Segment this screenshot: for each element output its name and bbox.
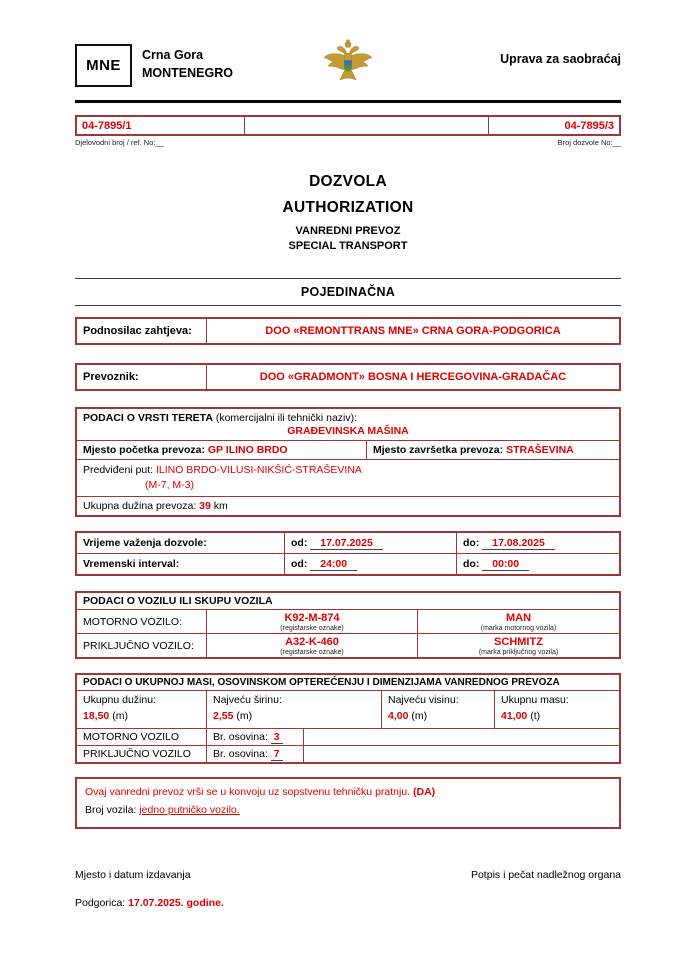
motor-vehicle-plate-cell [207,610,418,633]
applicant-label: Podnosilac zahtjeva: [77,319,207,343]
interval-to-cell [457,554,619,574]
trailer-label: PRIKLJUČNO VOZILO: [77,634,207,657]
route-value: ILINO BRDO-VILUSI-NIKŠIĆ-STRAŠEVINA [155,464,362,476]
reference-captions [75,138,621,147]
country-name [142,42,233,82]
ref-caption-left: Djelovodni broj / ref. No:__ [75,138,164,147]
motor-vehicle-axle-count: 3 [271,731,283,744]
country-name-english: MONTENEGRO [142,65,233,80]
carrier-row [75,363,621,391]
empty-cell [304,729,619,745]
signature-row [75,869,621,881]
ref-number-middle-empty [245,117,489,134]
motor-vehicle-axles-cell [207,729,304,745]
route-cell [77,459,619,496]
to-label: do: [463,537,480,550]
cargo-header-normal: (komercijalni ili tehnički naziv): [215,412,358,424]
motor-vehicle-axles-label: MOTORNO VOZILO [77,729,207,745]
transport-start-cell [77,441,367,459]
total-length-label: Ukupnu dužinu: [83,694,156,707]
brand-caption: (marka motornog vozila) [480,625,557,633]
convoy-statement [85,784,611,802]
dimensions-table [75,673,621,764]
divider-line [75,305,621,306]
total-mass-label: Ukupnu masu: [501,694,569,707]
from-label: od: [291,537,308,550]
max-width-label: Najveću širinu: [213,694,282,707]
title-authorization: AUTHORIZATION [282,199,414,216]
motor-vehicle-plate: K92-M-874 [284,612,340,625]
vehicle-count-value: jedno putničko vozilo. [139,803,240,816]
applicant-row [75,317,621,345]
trailer-row [77,633,619,657]
from-date: 17.07.2025 [310,537,383,550]
authorization-document [75,42,621,909]
validity-period-row [77,533,619,553]
country-name-local: Crna Gora [142,48,204,62]
applicant-value: DOO «REMONTTRANS MNE» CRNA GORA-PODGORICA [265,325,561,337]
cargo-table [75,407,621,517]
carrier-label: Prevoznik: [77,365,207,389]
trailer-axle-count: 7 [271,748,283,761]
plate-caption: (registarske oznake) [280,649,344,657]
total-length-value: 18,50 [83,710,110,723]
vehicle-table [75,591,621,659]
axle-count-label: Br. osovina: [213,747,268,760]
motor-vehicle-brand: MAN [505,612,532,625]
trailer-brand-cell [418,634,619,657]
start-value: GP ILINO BRDO [207,444,288,456]
vehicle-table-header: PODACI O VOZILU ILI SKUPU VOZILA [77,593,619,610]
trailer-axles-row [77,745,619,762]
validity-label: Vrijeme važenja dozvole: [77,533,285,553]
max-width-value: 2,55 [213,710,234,723]
max-height-unit: (m) [411,710,428,723]
empty-cell [304,746,619,762]
total-length-cell [77,691,207,728]
ref-number-left: 04-7895/1 [77,117,245,134]
mne-label: MNE [86,57,121,74]
motor-vehicle-label: MOTORNO VOZILO: [77,610,207,633]
issue-place: Podgorica: [75,896,126,909]
motor-vehicle-axles-row [77,728,619,745]
motor-vehicle-brand-cell [418,610,619,633]
total-mass-value: 41,00 [501,710,528,723]
validity-to-cell [457,533,619,553]
validity-table [75,531,621,576]
issuing-agency: Uprava za saobraćaj [500,52,621,66]
start-label: Mjesto početka prevoza: [83,444,205,456]
brand-caption: (marka priključnog vozila) [478,649,559,657]
signature-stamp-label: Potpis i pečat nadležnog organa [470,868,621,881]
cargo-places-row [77,440,619,459]
interval-label: Vremenski interval: [77,554,285,574]
document-header [75,42,621,100]
end-value: STRAŠEVINA [506,444,574,456]
document-title-block [75,173,621,252]
max-width-unit: (m) [236,710,253,723]
carrier-value: DOO «GRADMONT» BOSNA I HERCEGOVINA-GRADAČAC [259,371,567,383]
convoy-note-box [75,777,621,829]
cargo-header [77,409,619,424]
length-value: 39 [199,500,211,513]
axle-count-label: Br. osovina: [213,730,268,743]
permit-number-right: 04-7895/3 [564,119,614,132]
convoy-vehicle-count [85,802,611,820]
from-time: 24:00 [310,558,357,571]
max-height-label: Najveću visinu: [388,694,459,707]
issue-place-date-label: Mjesto i datum izdavanja [75,868,191,881]
interval-from-cell [285,554,457,574]
trailer-plate: A32-K-460 [285,636,339,649]
validity-from-cell [285,533,457,553]
permit-type-label: POJEDINAČNA [300,285,396,299]
mne-country-code-box [75,44,132,87]
transport-end-cell [367,441,619,459]
from-label: od: [291,558,308,571]
length-label: Ukupna dužina prevoza: [83,500,197,513]
convoy-text: Ovaj vanredni prevoz vrši se u konvoju uz sopstvenu tehničku pratnju. [85,785,411,798]
to-time: 00:00 [482,558,529,571]
max-width-cell [207,691,382,728]
cargo-header-bold: PODACI O VRSTI TERETA [83,412,213,424]
reference-number-strip [75,115,621,136]
max-height-cell [382,691,495,728]
trailer-brand: SCHMITZ [494,636,543,649]
title-vanredni-prevoz: VANREDNI PREVOZ [295,225,401,237]
plate-caption: (registarske oznake) [280,625,344,633]
route-length-cell [77,496,619,515]
title-dozvola: DOZVOLA [309,173,387,190]
vehicle-count-label: Broj vozila: [85,803,137,816]
trailer-plate-cell [207,634,418,657]
time-interval-row [77,553,619,574]
end-label: Mjesto završetka prevoza: [373,444,504,456]
dimensions-values-row [77,691,619,728]
total-mass-unit: (t) [530,710,541,723]
issue-date: 17.07.2025. godine. [128,896,224,909]
convoy-flag: (DA) [413,785,436,798]
trailer-axles-cell [207,746,304,762]
motor-vehicle-row [77,610,619,633]
route-label: Predviđeni put: [83,464,154,476]
to-label: do: [463,558,480,571]
permit-type-section [75,278,621,306]
route-roads: (M-7, M-3) [145,479,194,492]
total-mass-cell [495,691,619,728]
total-length-unit: (m) [112,710,128,723]
to-date: 17.08.2025 [482,537,555,550]
dimensions-header: PODACI O UKUPNOJ MASI, OSOVINSKOM OPTEREĆENJU I DIMENZIJAMA VANREDNOG PREVOZA [77,675,619,691]
max-height-value: 4,00 [388,710,409,723]
ref-caption-right: Broj dozvole No:__ [557,138,621,147]
montenegro-coat-of-arms-icon [316,36,380,103]
cargo-name: GRAĐEVINSKA MAŠINA [287,425,409,437]
length-unit: km [213,500,228,513]
title-special-transport: SPECIAL TRANSPORT [288,240,408,252]
issue-place-date [75,897,621,909]
trailer-axles-label: PRIKLJUČNO VOZILO [77,746,207,762]
